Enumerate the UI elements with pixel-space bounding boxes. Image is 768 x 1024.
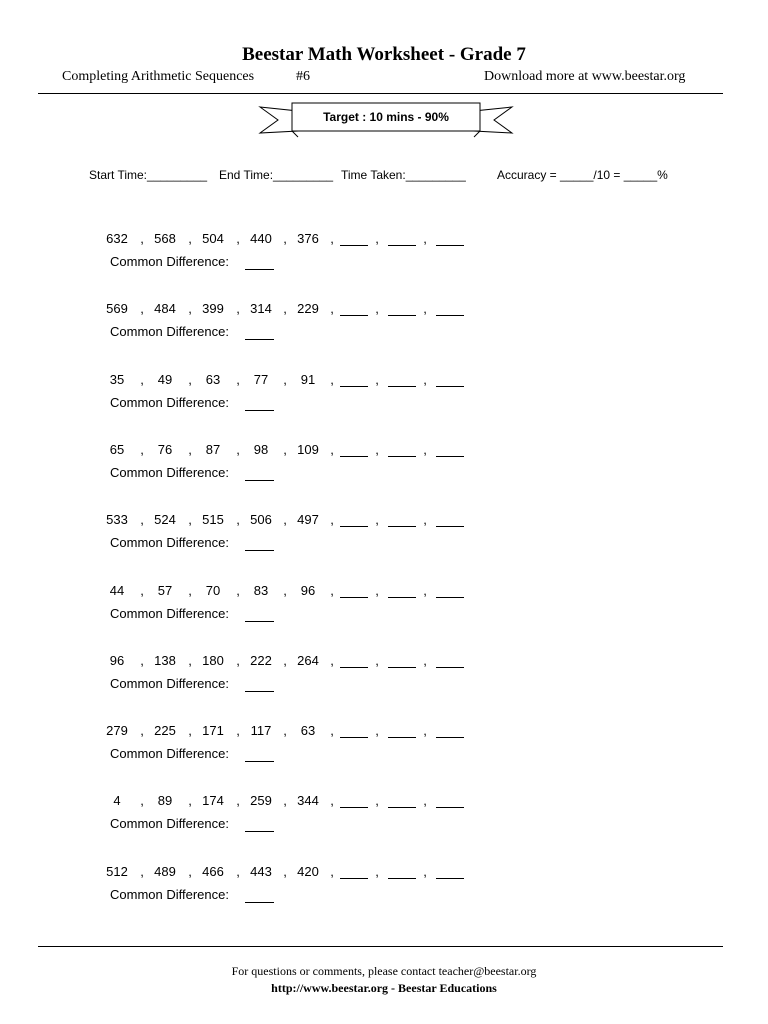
answer-blank[interactable] bbox=[340, 372, 368, 387]
sequence-term: 89 bbox=[157, 793, 173, 809]
comma-separator: , bbox=[188, 723, 192, 739]
comma-separator: , bbox=[236, 863, 240, 879]
common-difference-label: Common Difference: bbox=[110, 746, 229, 762]
comma-separator: , bbox=[283, 231, 287, 246]
comma-separator: , bbox=[423, 863, 427, 879]
sequence-term: 466 bbox=[202, 863, 224, 879]
problem-6 bbox=[0, 583, 768, 633]
comma-separator: , bbox=[236, 301, 240, 317]
sequence-term: 174 bbox=[202, 793, 224, 809]
comma-separator: , bbox=[140, 582, 144, 598]
comma-separator: , bbox=[283, 863, 287, 879]
sequence-term: 420 bbox=[297, 863, 319, 879]
sequence-term: 344 bbox=[297, 793, 319, 809]
answer-blank[interactable] bbox=[340, 864, 368, 879]
comma-separator: , bbox=[330, 863, 334, 879]
sequence-term: 504 bbox=[202, 231, 224, 246]
sequence-term: 76 bbox=[157, 441, 173, 457]
common-difference-label: Common Difference: bbox=[110, 816, 229, 832]
comma-separator: , bbox=[330, 512, 334, 528]
sequence-term: 44 bbox=[109, 582, 125, 598]
comma-separator: , bbox=[236, 441, 240, 457]
comma-separator: , bbox=[283, 301, 287, 317]
comma-separator: , bbox=[140, 371, 144, 387]
comma-separator: , bbox=[188, 231, 192, 246]
common-difference-blank[interactable] bbox=[245, 325, 274, 340]
answer-blank[interactable] bbox=[388, 723, 416, 738]
sequence-term: 63 bbox=[300, 723, 316, 739]
sequence-term: 314 bbox=[250, 301, 272, 317]
common-difference-label: Common Difference: bbox=[110, 675, 229, 691]
comma-separator: , bbox=[375, 512, 379, 528]
sequence-term: 57 bbox=[157, 582, 173, 598]
answer-blank[interactable] bbox=[340, 583, 368, 598]
answer-blank[interactable] bbox=[388, 583, 416, 598]
comma-separator: , bbox=[236, 793, 240, 809]
sequence-term: 35 bbox=[109, 371, 125, 387]
sequence-term: 632 bbox=[106, 231, 128, 246]
answer-blank[interactable] bbox=[340, 442, 368, 457]
sequence-term: 225 bbox=[154, 723, 176, 739]
sequence-term: 512 bbox=[106, 863, 128, 879]
answer-blank[interactable] bbox=[340, 793, 368, 808]
sequence-term: 399 bbox=[202, 301, 224, 317]
comma-separator: , bbox=[188, 371, 192, 387]
comma-separator: , bbox=[283, 793, 287, 809]
comma-separator: , bbox=[188, 793, 192, 809]
problem-2 bbox=[0, 301, 768, 351]
sequence-term: 96 bbox=[109, 652, 125, 668]
worksheet-title: Beestar Math Worksheet - Grade 7 bbox=[242, 44, 526, 65]
problem-1 bbox=[0, 231, 768, 281]
comma-separator: , bbox=[283, 441, 287, 457]
sequence-term: 533 bbox=[106, 512, 128, 528]
comma-separator: , bbox=[283, 371, 287, 387]
comma-separator: , bbox=[330, 582, 334, 598]
comma-separator: , bbox=[236, 512, 240, 528]
comma-separator: , bbox=[236, 723, 240, 739]
problem-5 bbox=[0, 512, 768, 562]
sequence-term: 87 bbox=[205, 441, 221, 457]
comma-separator: , bbox=[236, 652, 240, 668]
sequence-term: 138 bbox=[154, 652, 176, 668]
answer-blank[interactable] bbox=[388, 442, 416, 457]
comma-separator: , bbox=[330, 441, 334, 457]
sheet-number: #6 bbox=[296, 69, 310, 84]
common-difference-blank[interactable] bbox=[245, 466, 274, 481]
common-difference-blank[interactable] bbox=[245, 888, 274, 903]
time-taken-field[interactable]: Time Taken:_________ bbox=[341, 168, 466, 182]
comma-separator: , bbox=[423, 793, 427, 809]
comma-separator: , bbox=[375, 301, 379, 317]
comma-separator: , bbox=[423, 582, 427, 598]
comma-separator: , bbox=[423, 231, 427, 246]
sequence-term: 83 bbox=[253, 582, 269, 598]
common-difference-label: Common Difference: bbox=[110, 886, 229, 902]
comma-separator: , bbox=[330, 371, 334, 387]
comma-separator: , bbox=[188, 512, 192, 528]
comma-separator: , bbox=[140, 441, 144, 457]
sequence-term: 109 bbox=[297, 441, 319, 457]
comma-separator: , bbox=[330, 793, 334, 809]
common-difference-blank[interactable] bbox=[245, 255, 274, 270]
sequence-term: 279 bbox=[106, 723, 128, 739]
comma-separator: , bbox=[423, 723, 427, 739]
answer-blank[interactable] bbox=[436, 372, 464, 387]
common-difference-blank[interactable] bbox=[245, 607, 274, 622]
sequence-term: 497 bbox=[297, 512, 319, 528]
comma-separator: , bbox=[283, 512, 287, 528]
comma-separator: , bbox=[423, 512, 427, 528]
comma-separator: , bbox=[330, 723, 334, 739]
comma-separator: , bbox=[283, 723, 287, 739]
comma-separator: , bbox=[188, 652, 192, 668]
sequence-term: 515 bbox=[202, 512, 224, 528]
answer-blank[interactable] bbox=[436, 793, 464, 808]
answer-blank[interactable] bbox=[388, 231, 416, 246]
comma-separator: , bbox=[140, 301, 144, 317]
sequence-term: 489 bbox=[154, 863, 176, 879]
common-difference-label: Common Difference: bbox=[110, 254, 229, 269]
answer-blank[interactable] bbox=[340, 512, 368, 527]
sequence-term: 70 bbox=[205, 582, 221, 598]
sequence-term: 91 bbox=[300, 371, 316, 387]
sequence-term: 98 bbox=[253, 441, 269, 457]
common-difference-label: Common Difference: bbox=[110, 324, 229, 340]
answer-blank[interactable] bbox=[388, 864, 416, 879]
sequence-term: 171 bbox=[202, 723, 224, 739]
answer-blank[interactable] bbox=[340, 231, 368, 246]
common-difference-blank[interactable] bbox=[245, 817, 274, 832]
answer-blank[interactable] bbox=[388, 653, 416, 668]
comma-separator: , bbox=[330, 301, 334, 317]
sequence-term: 63 bbox=[205, 371, 221, 387]
problem-9 bbox=[0, 793, 768, 843]
comma-separator: , bbox=[375, 793, 379, 809]
header-divider bbox=[38, 93, 723, 94]
answer-blank[interactable] bbox=[436, 442, 464, 457]
answer-blank[interactable] bbox=[388, 372, 416, 387]
answer-blank[interactable] bbox=[340, 653, 368, 668]
answer-blank[interactable] bbox=[436, 583, 464, 598]
comma-separator: , bbox=[140, 863, 144, 879]
common-difference-blank[interactable] bbox=[245, 677, 274, 692]
comma-separator: , bbox=[140, 512, 144, 528]
comma-separator: , bbox=[423, 652, 427, 668]
comma-separator: , bbox=[283, 582, 287, 598]
sequence-term: 4 bbox=[113, 793, 121, 809]
comma-separator: , bbox=[423, 441, 427, 457]
comma-separator: , bbox=[375, 582, 379, 598]
comma-separator: , bbox=[140, 652, 144, 668]
comma-separator: , bbox=[236, 582, 240, 598]
problem-7 bbox=[0, 653, 768, 703]
common-difference-label: Common Difference: bbox=[110, 394, 229, 410]
comma-separator: , bbox=[375, 231, 379, 246]
comma-separator: , bbox=[140, 723, 144, 739]
comma-separator: , bbox=[140, 231, 144, 246]
comma-separator: , bbox=[140, 793, 144, 809]
comma-separator: , bbox=[375, 652, 379, 668]
comma-separator: , bbox=[188, 441, 192, 457]
sequence-term: 264 bbox=[297, 652, 319, 668]
answer-blank[interactable] bbox=[436, 723, 464, 738]
sequence-term: 440 bbox=[250, 231, 272, 246]
download-link[interactable]: Download more at www.beestar.org bbox=[484, 69, 686, 84]
sequence-term: 376 bbox=[297, 231, 319, 246]
comma-separator: , bbox=[375, 723, 379, 739]
sequence-term: 96 bbox=[300, 582, 316, 598]
answer-blank[interactable] bbox=[388, 512, 416, 527]
comma-separator: , bbox=[330, 652, 334, 668]
answer-blank[interactable] bbox=[436, 301, 464, 316]
end-time-field[interactable]: End Time:_________ bbox=[219, 168, 334, 182]
comma-separator: , bbox=[188, 301, 192, 317]
sequence-term: 569 bbox=[106, 301, 128, 317]
comma-separator: , bbox=[423, 371, 427, 387]
sequence-term: 506 bbox=[250, 512, 272, 528]
common-difference-label: Common Difference: bbox=[110, 535, 229, 551]
common-difference-blank[interactable] bbox=[245, 396, 274, 411]
sequence-term: 49 bbox=[157, 371, 173, 387]
answer-blank[interactable] bbox=[388, 301, 416, 316]
problem-4 bbox=[0, 442, 768, 492]
comma-separator: , bbox=[236, 231, 240, 246]
sequence-term: 117 bbox=[250, 723, 272, 739]
answer-blank[interactable] bbox=[436, 864, 464, 879]
sequence-term: 77 bbox=[253, 371, 269, 387]
sequence-term: 222 bbox=[250, 652, 272, 668]
common-difference-label: Common Difference: bbox=[110, 464, 229, 480]
comma-separator: , bbox=[330, 231, 334, 246]
comma-separator: , bbox=[236, 371, 240, 387]
sequence-term: 229 bbox=[297, 301, 319, 317]
problem-10 bbox=[0, 864, 768, 914]
comma-separator: , bbox=[188, 863, 192, 879]
common-difference-blank[interactable] bbox=[245, 536, 274, 551]
answer-blank[interactable] bbox=[388, 793, 416, 808]
footer-contact: For questions or comments, please contact teacher@beestar.org bbox=[231, 964, 537, 978]
sequence-term: 65 bbox=[109, 441, 125, 457]
sequence-term: 568 bbox=[154, 231, 176, 246]
answer-blank[interactable] bbox=[436, 653, 464, 668]
answer-blank[interactable] bbox=[340, 723, 368, 738]
worksheet-subtitle: Completing Arithmetic Sequences bbox=[62, 69, 255, 84]
footer-site: http://www.beestar.org - Beestar Educations bbox=[271, 981, 497, 995]
sequence-term: 443 bbox=[250, 863, 272, 879]
answer-blank[interactable] bbox=[436, 512, 464, 527]
problem-8 bbox=[0, 723, 768, 773]
problem-3 bbox=[0, 372, 768, 422]
comma-separator: , bbox=[188, 582, 192, 598]
answer-blank[interactable] bbox=[436, 231, 464, 246]
comma-separator: , bbox=[375, 441, 379, 457]
common-difference-label: Common Difference: bbox=[110, 605, 229, 621]
accuracy-field[interactable]: Accuracy = _____/10 = _____% bbox=[497, 168, 668, 182]
footer-divider bbox=[38, 946, 723, 947]
sequence-term: 524 bbox=[154, 512, 176, 528]
comma-separator: , bbox=[375, 863, 379, 879]
comma-separator: , bbox=[283, 652, 287, 668]
comma-separator: , bbox=[423, 301, 427, 317]
start-time-field[interactable]: Start Time:_________ bbox=[89, 168, 208, 182]
answer-blank[interactable] bbox=[340, 301, 368, 316]
target-label: Target : 10 mins - 90% bbox=[323, 110, 449, 124]
sequence-term: 259 bbox=[250, 793, 272, 809]
sequence-term: 484 bbox=[154, 301, 176, 317]
sequence-term: 180 bbox=[202, 652, 224, 668]
common-difference-blank[interactable] bbox=[245, 747, 274, 762]
comma-separator: , bbox=[375, 371, 379, 387]
